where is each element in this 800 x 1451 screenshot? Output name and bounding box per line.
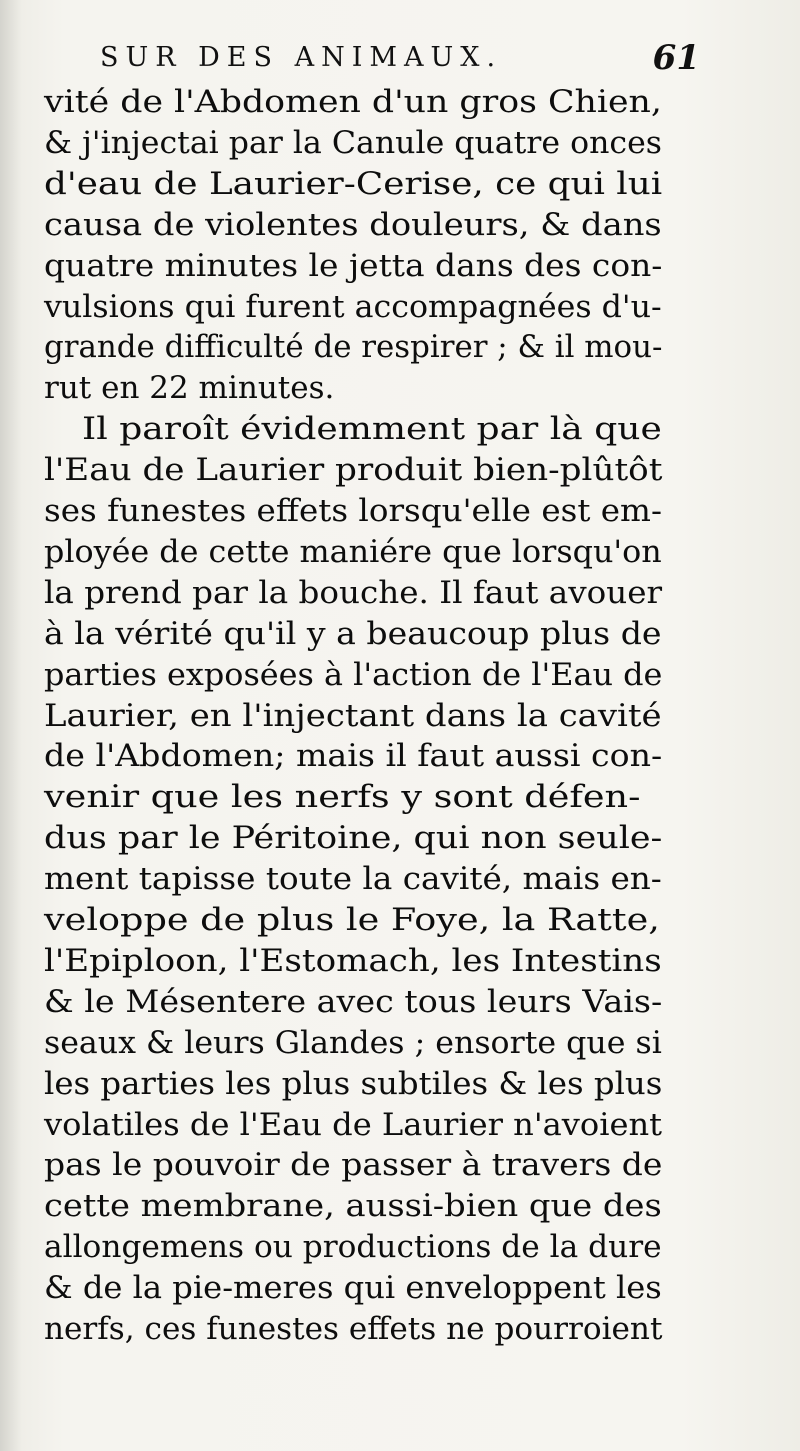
running-head [100,38,700,84]
text-line: & j'injectai par la Canule quatre onces [44,124,662,161]
text-line: ment tapisse toute la cavité, mais en- [44,861,662,898]
text-line: volatiles de l'Eau de Laurier n'avoient [44,1106,663,1143]
text-line: vité de l'Abdomen d'un gros Chien, [44,84,662,120]
text-line: seaux & leurs Glandes ; ensorte que si [44,1024,662,1061]
text-line: & le Mésentere avec tous leurs Vais- [44,983,663,1020]
text-line: quatre minutes le jetta dans des con- [44,247,663,284]
text-line: Laurier, en l'injectant dans la cavité [44,697,662,734]
text-line: rut en 22 minutes. [44,370,335,407]
text-line: nerfs, ces funestes effets ne pourroient [44,1311,663,1347]
text-line: vulsions qui furent accompagnées d'u- [44,288,662,325]
text-line: la prend par la bouche. Il faut avouer [44,574,663,611]
text-line: causa de violentes douleurs, & dans [44,206,662,243]
text-line: de l'Abdomen; mais il faut aussi con- [44,738,663,775]
text-line: ployée de cette maniére que lorsqu'on [44,533,662,570]
text-line: ses funestes effets lorsqu'elle est em- [44,493,662,529]
text-line: grande difficulté de respirer ; & il mou- [44,329,663,366]
spine-shadow [0,0,22,1451]
text-line: les parties les plus subtiles & les plus [44,1065,663,1102]
text-line: d'eau de Laurier-Cerise, ce qui lui [44,165,663,202]
text-line: Il paroît évidemment par là que [82,411,662,448]
text-line: pas le pouvoir de passer à travers de [44,1147,663,1184]
page-number: 61 [652,38,700,78]
text-line: parties exposées à l'action de l'Eau de [44,656,663,693]
text-line: à la vérité qu'il y a beaucoup plus de [44,615,662,652]
text-line: cette membrane, aussi-bien que des [44,1188,662,1225]
text-line: l'Epiploon, l'Estomach, les Intestins [44,942,662,979]
text-line: l'Eau de Laurier produit bien-plûtôt [44,452,663,489]
text-line: & de la pie-meres qui enveloppent les [44,1270,662,1307]
running-head-title: SUR DES ANIMAUX. [100,42,503,73]
text-line: dus par le Péritoine, qui non seule- [44,820,663,857]
text-line: venir que les nerfs y sont défen- [44,779,641,816]
text-line: veloppe de plus le Foye, la Ratte, [44,902,660,938]
text-line: allongemens ou productions de la dure [44,1229,662,1266]
